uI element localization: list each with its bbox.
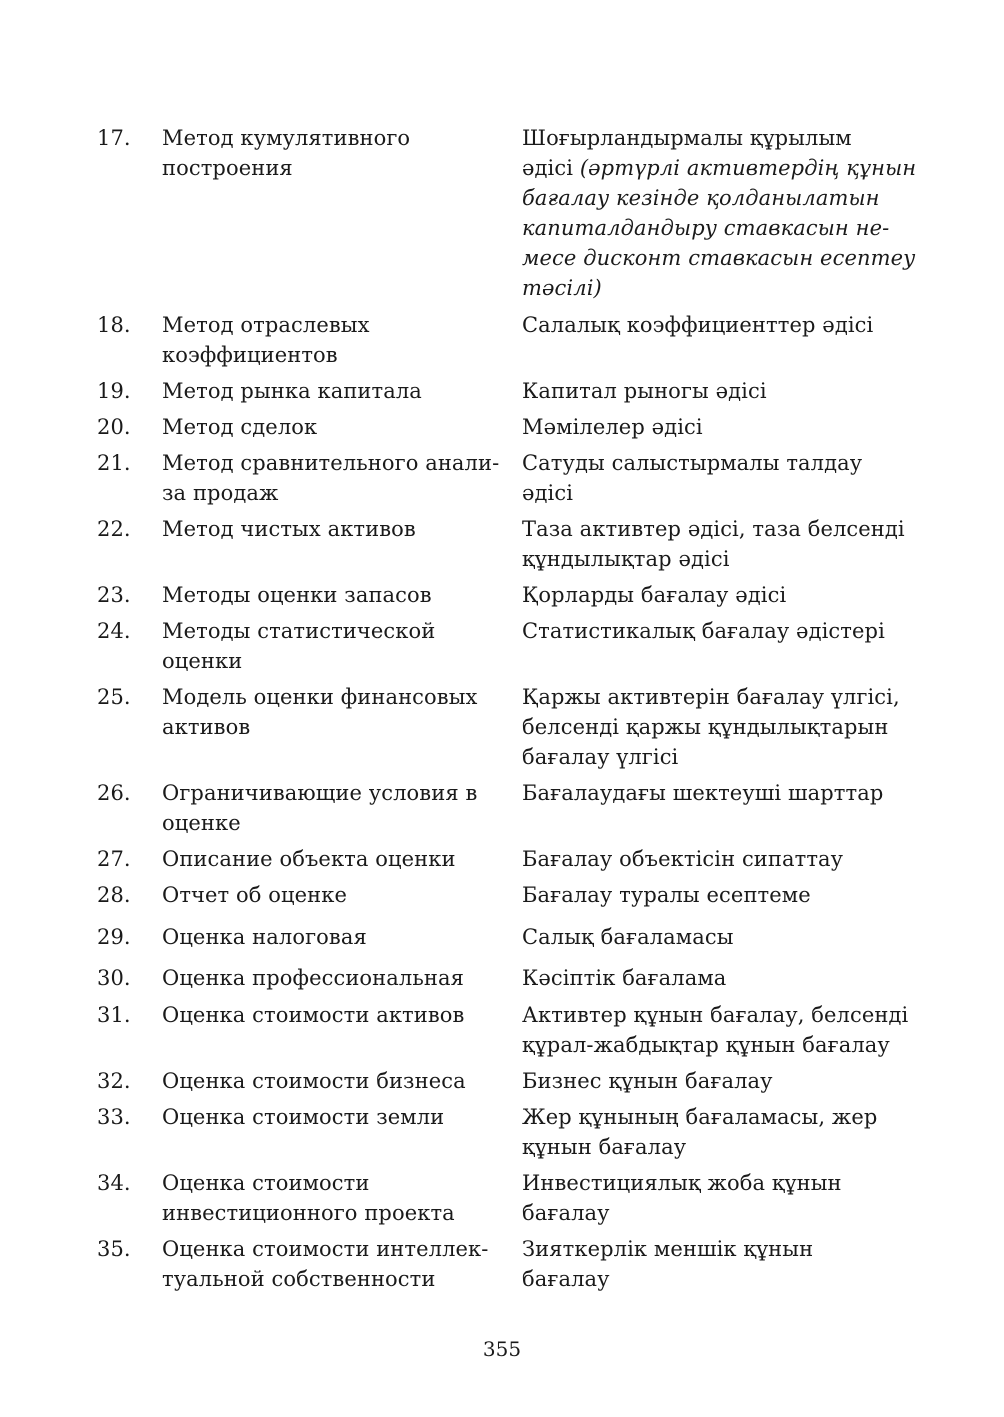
entry-number: 34.	[97, 1171, 131, 1195]
russian-term	[162, 1234, 512, 1294]
kazakh-term-text: Бизнес құнын бағалау	[522, 1069, 773, 1093]
russian-term	[162, 514, 512, 544]
kazakh-term	[522, 616, 922, 646]
russian-term-line: коэффициентов	[162, 343, 338, 367]
russian-term-line: инвестиционного проекта	[162, 1201, 455, 1225]
kazakh-term-text: бағалау	[522, 1201, 610, 1225]
kazakh-term-text: әдісі	[522, 156, 580, 180]
russian-term-line: Ограничивающие условия в	[162, 781, 478, 805]
russian-term-line: Методы статистической	[162, 619, 436, 643]
kazakh-term-line	[522, 922, 922, 952]
russian-term-line: Отчет об оценке	[162, 883, 348, 907]
russian-term-line: Метод рынка капитала	[162, 379, 422, 403]
kazakh-term-line	[522, 1132, 922, 1162]
kazakh-term-line	[522, 580, 922, 610]
russian-term-line: за продаж	[162, 481, 279, 505]
kazakh-term-line	[522, 1066, 922, 1096]
entry-number: 18.	[97, 313, 131, 337]
russian-term	[162, 880, 512, 910]
kazakh-term-line	[522, 682, 922, 712]
kazakh-term-line	[522, 310, 922, 340]
russian-term-line: Метод кумулятивного	[162, 126, 411, 150]
kazakh-term-line	[522, 123, 922, 153]
kazakh-term-line	[522, 1264, 922, 1294]
russian-term-line: Метод отраслевых	[162, 313, 370, 337]
russian-term-line: построения	[162, 156, 293, 180]
kazakh-term-text: белсенді қаржы құндылықтарын	[522, 715, 889, 739]
entry-number: 24.	[97, 619, 131, 643]
russian-term	[162, 580, 512, 610]
kazakh-term	[522, 514, 922, 574]
russian-term	[162, 1000, 512, 1030]
kazakh-term	[522, 1066, 922, 1096]
russian-term-line: туальной собственности	[162, 1267, 436, 1291]
russian-term-line: Модель оценки финансовых	[162, 685, 478, 709]
entry-number: 25.	[97, 685, 131, 709]
russian-term	[162, 682, 512, 742]
entry-number: 21.	[97, 451, 131, 475]
page-number: 355	[482, 1337, 522, 1361]
entry-number: 33.	[97, 1105, 131, 1129]
entry-number: 19.	[97, 379, 131, 403]
kazakh-term-line	[522, 273, 922, 303]
kazakh-term-line	[522, 448, 922, 478]
kazakh-term-line	[522, 1000, 922, 1030]
kazakh-term-text: Бағалау туралы есептеме	[522, 883, 811, 907]
russian-term-line: Оценка налоговая	[162, 925, 367, 949]
russian-term	[162, 844, 512, 874]
russian-term	[162, 412, 512, 442]
entry-number: 22.	[97, 517, 131, 541]
russian-term-line: Оценка стоимости земли	[162, 1105, 445, 1129]
kazakh-term-line	[522, 844, 922, 874]
kazakh-term-text: Кәсіптік бағалама	[522, 966, 727, 990]
russian-term-line: активов	[162, 715, 251, 739]
kazakh-term-line	[522, 880, 922, 910]
kazakh-term-note: бағалау кезінде қолданылатын	[522, 186, 880, 210]
kazakh-term	[522, 778, 922, 808]
kazakh-term-text: Мәмілелер әдісі	[522, 415, 703, 439]
kazakh-term-line	[522, 478, 922, 508]
kazakh-term-text: құнын бағалау	[522, 1135, 687, 1159]
russian-term-line: Методы оценки запасов	[162, 583, 432, 607]
kazakh-term-line	[522, 742, 922, 772]
kazakh-term	[522, 412, 922, 442]
kazakh-term-text: құндылықтар әдісі	[522, 547, 730, 571]
kazakh-term	[522, 1000, 922, 1060]
kazakh-term-text: Қорларды бағалау әдісі	[522, 583, 787, 607]
kazakh-term-line	[522, 1102, 922, 1132]
kazakh-term-text: бағалау үлгісі	[522, 745, 679, 769]
kazakh-term-text: Бағалау объектісін сипаттау	[522, 847, 844, 871]
russian-term-line: Описание объекта оценки	[162, 847, 456, 871]
kazakh-term-text: Капитал рыногы әдісі	[522, 379, 767, 403]
kazakh-term-line	[522, 712, 922, 742]
kazakh-term-line	[522, 616, 922, 646]
russian-term-line: Оценка стоимости бизнеса	[162, 1069, 466, 1093]
kazakh-term	[522, 376, 922, 406]
entry-number: 26.	[97, 781, 131, 805]
entry-number: 27.	[97, 847, 131, 871]
kazakh-term-note: тәсілі)	[522, 276, 602, 300]
kazakh-term-line	[522, 213, 922, 243]
entry-number: 30.	[97, 966, 131, 990]
kazakh-term-text: құрал-жабдықтар құнын бағалау	[522, 1033, 890, 1057]
russian-term-line: Оценка стоимости интеллек-	[162, 1237, 489, 1261]
kazakh-term-text: Статистикалық бағалау әдістері	[522, 619, 885, 643]
russian-term	[162, 1066, 512, 1096]
entry-number: 20.	[97, 415, 131, 439]
kazakh-term-line	[522, 778, 922, 808]
russian-term	[162, 448, 512, 508]
entry-number: 31.	[97, 1003, 131, 1027]
kazakh-term	[522, 1168, 922, 1228]
kazakh-term-line	[522, 376, 922, 406]
kazakh-term	[522, 844, 922, 874]
russian-term-line: Оценка стоимости	[162, 1171, 370, 1195]
kazakh-term-text: Бағалаудағы шектеуші шарттар	[522, 781, 884, 805]
kazakh-term	[522, 310, 922, 340]
kazakh-term-text: Шоғырландырмалы құрылым	[522, 126, 852, 150]
kazakh-term	[522, 123, 922, 303]
kazakh-term-text: Қаржы активтерін бағалау үлгісі,	[522, 685, 900, 709]
entry-number: 28.	[97, 883, 131, 907]
kazakh-term-text: Инвестициялық жоба құнын	[522, 1171, 842, 1195]
russian-term-line: Метод сделок	[162, 415, 318, 439]
kazakh-term-line	[522, 153, 922, 183]
entry-number: 23.	[97, 583, 131, 607]
kazakh-term-line	[522, 514, 922, 544]
russian-term	[162, 778, 512, 838]
russian-term	[162, 616, 512, 676]
kazakh-term-text: Таза активтер әдісі, таза белсенді	[522, 517, 905, 541]
russian-term	[162, 123, 512, 183]
kazakh-term-note: месе дисконт ставкасын есептеу	[522, 246, 916, 270]
kazakh-term-text: Зияткерлік меншік құнын	[522, 1237, 814, 1261]
russian-term	[162, 376, 512, 406]
kazakh-term	[522, 1234, 922, 1294]
entry-number: 17.	[97, 126, 131, 150]
kazakh-term	[522, 880, 922, 910]
kazakh-term-line	[522, 243, 922, 273]
russian-term-line: Оценка профессиональная	[162, 966, 464, 990]
russian-term	[162, 310, 512, 370]
russian-term	[162, 922, 512, 952]
kazakh-term-text: Жер құнының бағаламасы, жер	[522, 1105, 878, 1129]
kazakh-term-line	[522, 183, 922, 213]
kazakh-term-text: бағалау	[522, 1267, 610, 1291]
kazakh-term-text: Сатуды салыстырмалы талдау	[522, 451, 863, 475]
russian-term-line: Метод чистых активов	[162, 517, 416, 541]
kazakh-term	[522, 963, 922, 993]
russian-term	[162, 963, 512, 993]
kazakh-term-line	[522, 544, 922, 574]
russian-term-line: Оценка стоимости активов	[162, 1003, 465, 1027]
kazakh-term	[522, 922, 922, 952]
kazakh-term-note: (әртүрлі активтердің құнын	[579, 156, 917, 180]
kazakh-term-text: әдісі	[522, 481, 574, 505]
kazakh-term	[522, 682, 922, 772]
kazakh-term-text: Салалық коэффициенттер әдісі	[522, 313, 874, 337]
kazakh-term-line	[522, 1168, 922, 1198]
kazakh-term-text: Активтер құнын бағалау, белсенді	[522, 1003, 909, 1027]
russian-term	[162, 1102, 512, 1132]
russian-term-line: оценки	[162, 649, 243, 673]
russian-term-line: оценке	[162, 811, 241, 835]
kazakh-term-note: капиталдандыру ставкасын не-	[522, 216, 890, 240]
russian-term-line: Метод сравнительного анали-	[162, 451, 500, 475]
kazakh-term	[522, 1102, 922, 1162]
kazakh-term	[522, 580, 922, 610]
entry-number: 29.	[97, 925, 131, 949]
kazakh-term-line	[522, 963, 922, 993]
kazakh-term-line	[522, 412, 922, 442]
kazakh-term-line	[522, 1234, 922, 1264]
russian-term	[162, 1168, 512, 1228]
kazakh-term-line	[522, 1198, 922, 1228]
kazakh-term-line	[522, 1030, 922, 1060]
entry-number: 32.	[97, 1069, 131, 1093]
kazakh-term	[522, 448, 922, 508]
kazakh-term-text: Салық бағаламасы	[522, 925, 734, 949]
entry-number: 35.	[97, 1237, 131, 1261]
